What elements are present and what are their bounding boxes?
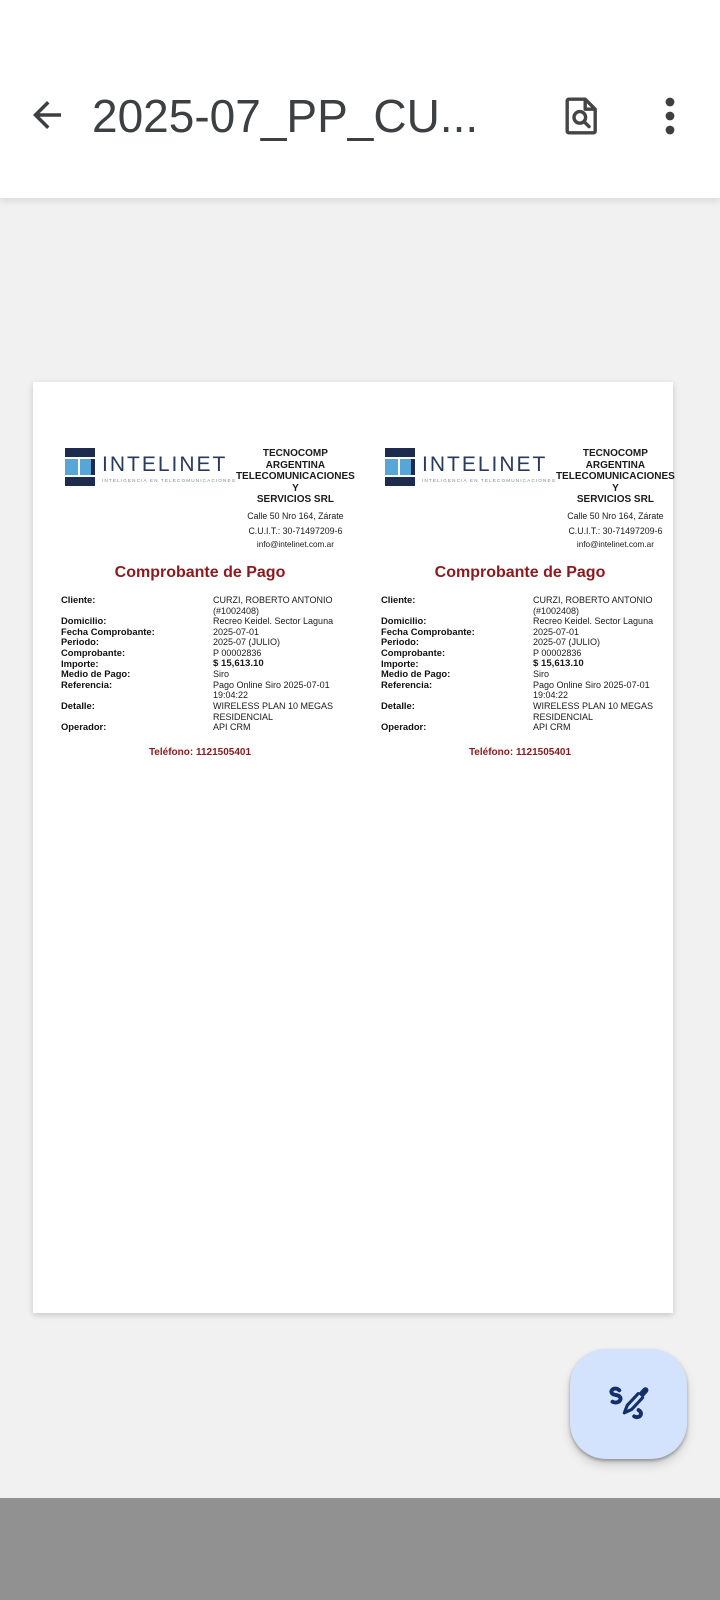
document-page xyxy=(33,382,673,1313)
stylus-note-icon xyxy=(604,1378,654,1431)
company-address: Calle 50 Nro 164, Zárate xyxy=(247,510,344,521)
field-row-cliente: Cliente: CURZI, ROBERTO ANTONIO (#1002408) xyxy=(61,594,333,616)
company-name-line: SERVICIOS SRL xyxy=(576,494,654,505)
three-dot-menu-icon xyxy=(646,127,694,144)
app-bar xyxy=(0,0,720,198)
receipt-phone: Teléfono: 1121505401 xyxy=(468,746,572,758)
intelinet-logo xyxy=(65,448,236,549)
receipt-title: Comprobante de Pago xyxy=(434,564,606,581)
company-name-line: TELECOMUNICACIONES Y xyxy=(235,471,355,494)
find-in-file-icon xyxy=(558,127,606,144)
field-row-detalle: Detalle: WIRELESS PLAN 10 MEGAS RESIDENCIAL xyxy=(381,699,654,722)
intelinet-logo xyxy=(385,448,556,549)
logo-name: INTELINET xyxy=(422,453,548,476)
company-cuit: C.U.I.T.: 30-71497209-6 xyxy=(248,525,343,536)
field-row-fecha: Fecha Comprobante: 2025-07-01 xyxy=(381,625,580,637)
field-row-medio-pago: Medio de Pago: Siro xyxy=(61,668,230,680)
company-email: info@intelinet.com.ar xyxy=(576,540,654,549)
field-row-domicilio: Domicilio: Recreo Keidel. Sector Laguna xyxy=(381,615,654,627)
company-info xyxy=(556,448,675,549)
field-row-detalle: Detalle: WIRELESS PLAN 10 MEGAS RESIDENCIAL xyxy=(61,699,334,722)
company-address: Calle 50 Nro 164, Zárate xyxy=(567,510,664,521)
field-row-comprobante: Comprobante: P 00002836 xyxy=(61,646,262,658)
annotate-fab[interactable] xyxy=(570,1349,687,1459)
logo-name: INTELINET xyxy=(102,453,228,476)
field-row-periodo: Periodo: 2025-07 (JULIO) xyxy=(61,636,281,648)
receipt-fields xyxy=(61,595,353,733)
document-title: 2025-07_PP_CU... xyxy=(92,90,479,142)
receipt-header xyxy=(381,448,673,549)
back-arrow-icon xyxy=(26,123,68,140)
field-row-medio-pago: Medio de Pago: Siro xyxy=(381,668,550,680)
find-in-file-button[interactable] xyxy=(558,92,606,140)
field-row-referencia: Referencia: Pago Online Siro 2025-07-01 19:04:22 xyxy=(61,678,330,701)
receipt-fields xyxy=(381,595,673,733)
receipt-header xyxy=(61,448,353,549)
logo-tagline: INTELIGENCIA EN TELECOMUNICACIONES xyxy=(422,478,556,483)
back-button[interactable] xyxy=(26,94,68,136)
field-row-comprobante: Comprobante: P 00002836 xyxy=(381,646,582,658)
field-row-cliente: Cliente: CURZI, ROBERTO ANTONIO (#1002408) xyxy=(381,594,653,616)
company-name-line: TECNOCOMP ARGENTINA xyxy=(582,448,648,471)
field-row-referencia: Referencia: Pago Online Siro 2025-07-01 19:04:22 xyxy=(381,678,650,701)
company-name-line: TELECOMUNICACIONES Y xyxy=(555,471,675,494)
intelinet-logo-icon xyxy=(65,448,95,486)
receipt-title: Comprobante de Pago xyxy=(114,564,286,581)
company-name-line: SERVICIOS SRL xyxy=(256,494,334,505)
field-row-fecha: Fecha Comprobante: 2025-07-01 xyxy=(61,625,260,637)
overflow-menu-button[interactable] xyxy=(646,92,694,140)
receipt-copy-2 xyxy=(353,382,673,1313)
receipt-phone: Teléfono: 1121505401 xyxy=(148,746,252,758)
receipt-copy-1 xyxy=(33,382,353,1313)
field-row-operador: Operador: API CRM xyxy=(381,721,571,733)
pdf-viewer[interactable] xyxy=(0,198,720,1498)
field-row-periodo: Periodo: 2025-07 (JULIO) xyxy=(381,636,601,648)
field-row-domicilio: Domicilio: Recreo Keidel. Sector Laguna xyxy=(61,615,334,627)
logo-tagline: INTELIGENCIA EN TELECOMUNICACIONES xyxy=(102,478,236,483)
intelinet-logo-icon xyxy=(385,448,415,486)
company-email: info@intelinet.com.ar xyxy=(256,540,334,549)
company-name-line: TECNOCOMP ARGENTINA xyxy=(262,448,328,471)
field-row-importe: Importe: $ 15,613.10 xyxy=(61,657,264,669)
system-navigation-strip xyxy=(0,1498,720,1600)
field-row-operador: Operador: API CRM xyxy=(61,721,251,733)
company-cuit: C.U.I.T.: 30-71497209-6 xyxy=(568,525,663,536)
company-info xyxy=(236,448,355,549)
field-row-importe: Importe: $ 15,613.10 xyxy=(381,657,584,669)
